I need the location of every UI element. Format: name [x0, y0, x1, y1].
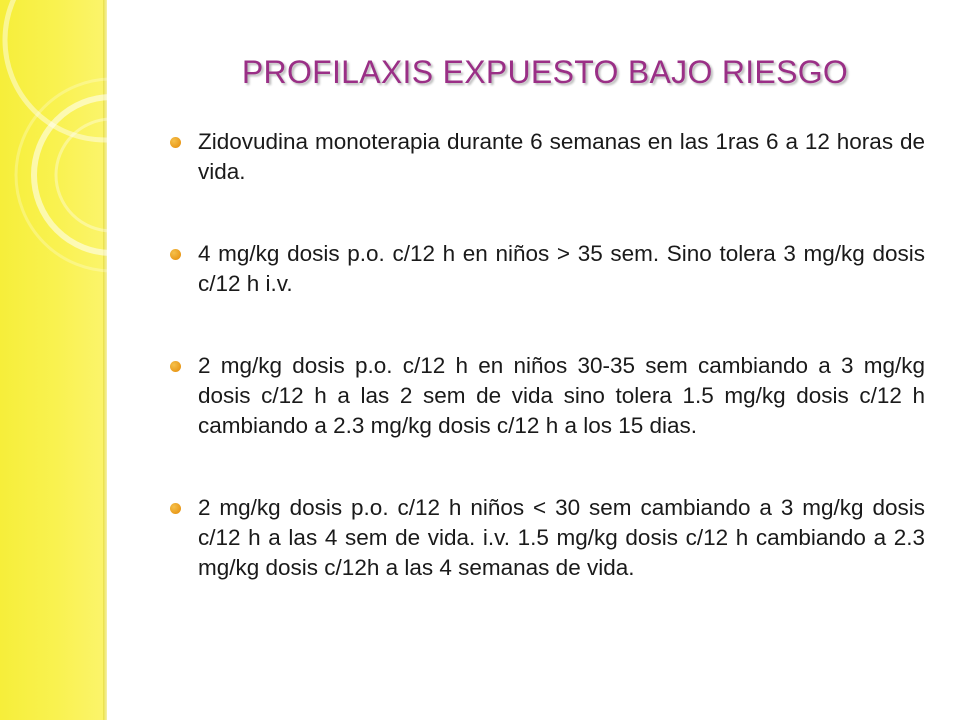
- list-item: [170, 239, 925, 299]
- bullet-text: 2 mg/kg dosis p.o. c/12 h en niños 30-35 sem cambiando a 3 mg/kg dosis c/12 h a las 2 sem de vida sino tolera 1.5 mg/kg dosis c/12 h cambiando a 2.3 mg/kg dosis c/12 h a los 15 dias.: [198, 353, 925, 438]
- bullet-icon: [170, 137, 181, 148]
- bullet-text: Zidovudina monoterapia durante 6 semanas en las 1ras 6 a 12 horas de vida.: [198, 129, 925, 184]
- list-item: [170, 351, 925, 441]
- concentric-arcs-decoration-icon: [0, 0, 110, 330]
- bullet-list: [170, 127, 925, 635]
- list-item: [170, 127, 925, 187]
- bullet-text: 4 mg/kg dosis p.o. c/12 h en niños > 35 sem. Sino tolera 3 mg/kg dosis c/12 h i.v.: [198, 241, 925, 296]
- list-item: [170, 493, 925, 583]
- bullet-text: 2 mg/kg dosis p.o. c/12 h niños < 30 sem cambiando a 3 mg/kg dosis c/12 h a las 4 sem de vida. i.v. 1.5 mg/kg dosis c/12 h cambiando a 2.3 mg/kg dosis c/12h a las 4 semanas de vida.: [198, 495, 925, 580]
- bullet-icon: [170, 361, 181, 372]
- bullet-icon: [170, 503, 181, 514]
- bullet-icon: [170, 249, 181, 260]
- slide-title: PROFILAXIS EXPUESTO BAJO RIESGO: [241, 54, 849, 90]
